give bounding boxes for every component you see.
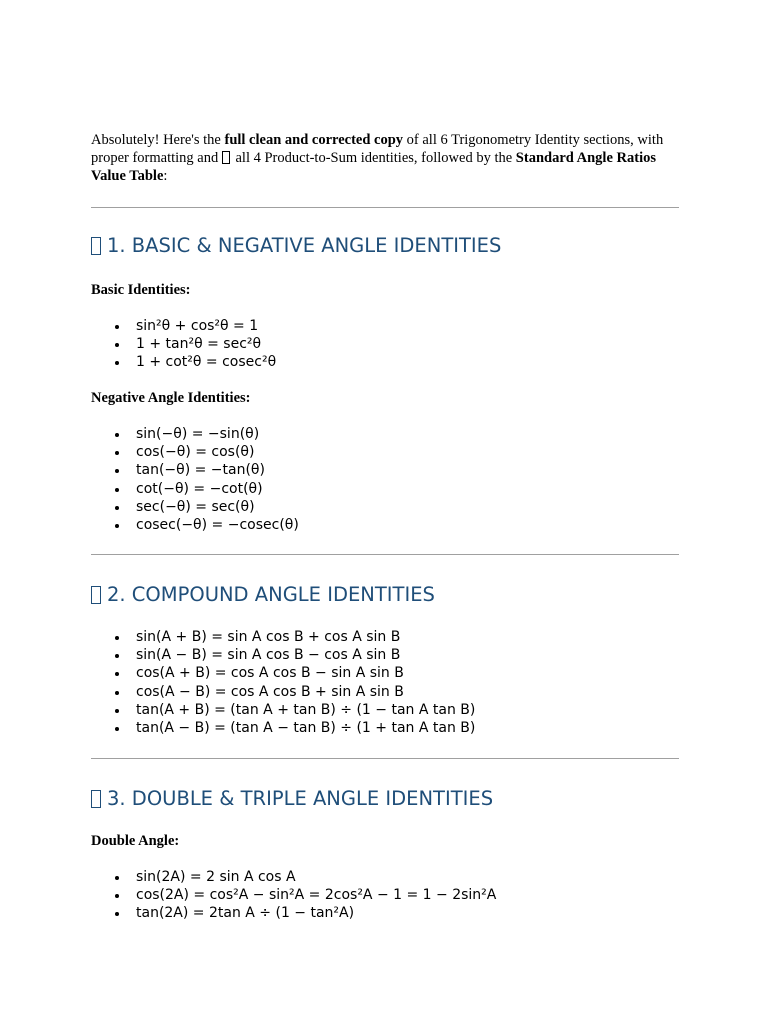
section-1-heading: [91, 234, 501, 258]
intro-paragraph: [91, 131, 679, 185]
list-item: cosec(−θ) = −cosec(θ): [91, 516, 299, 534]
list-item: 1 + tan²θ = sec²θ: [91, 335, 276, 353]
section-marker-icon: [91, 790, 101, 808]
list-item: cos(−θ) = cos(θ): [91, 443, 299, 461]
list-item: sin(2A) = 2 sin A cos A: [91, 868, 496, 886]
list-item: tan(A − B) = (tan A − tan B) ÷ (1 + tan A tan B): [91, 719, 475, 737]
intro-bold-copy: full clean and corrected copy: [224, 132, 404, 148]
divider: [91, 758, 679, 759]
divider: [91, 207, 679, 208]
section-marker-icon: [91, 237, 101, 255]
list-item: sin(A + B) = sin A cos B + cos A sin B: [91, 628, 475, 646]
list-item: tan(−θ) = −tan(θ): [91, 461, 299, 479]
section-2-heading: [91, 583, 435, 607]
intro-text: Absolutely! Here's the: [91, 132, 225, 148]
list-item: sin(A − B) = sin A cos B − cos A sin B: [91, 646, 475, 664]
compound-angle-list: [91, 628, 475, 737]
list-item: cos(2A) = cos²A − sin²A = 2cos²A − 1 = 1 − 2sin²A: [91, 886, 496, 904]
list-item: sin(−θ) = −sin(θ): [91, 425, 299, 443]
list-item: cos(A + B) = cos A cos B − sin A sin B: [91, 664, 475, 682]
list-item: sec(−θ) = sec(θ): [91, 498, 299, 516]
section-title: 1. BASIC & NEGATIVE ANGLE IDENTITIES: [107, 234, 502, 257]
intro-bold-table: Standard Angle Ratios Value Table: [91, 150, 656, 184]
negative-angle-list: [91, 425, 299, 534]
intro-text: of all 6 Trigonometry Identity sections, with proper formatting and: [91, 132, 664, 166]
intro-text: :: [163, 168, 168, 184]
section-marker-icon: [91, 586, 101, 604]
intro-text: all 4 Product-to-Sum identities, followed by the: [231, 150, 516, 166]
double-angle-label: Double Angle:: [91, 833, 180, 849]
list-item: cos(A − B) = cos A cos B + sin A sin B: [91, 683, 475, 701]
divider: [91, 554, 679, 555]
list-item: 1 + cot²θ = cosec²θ: [91, 353, 276, 371]
section-3-heading: [91, 787, 493, 811]
list-item: cot(−θ) = −cot(θ): [91, 480, 299, 498]
negative-angle-label: Negative Angle Identities:: [91, 390, 251, 406]
basic-identities-label: Basic Identities:: [91, 282, 191, 298]
basic-identities-list: [91, 317, 276, 372]
section-title: 2. COMPOUND ANGLE IDENTITIES: [107, 583, 435, 606]
list-item: tan(2A) = 2tan A ÷ (1 − tan²A): [91, 904, 496, 922]
list-item: sin²θ + cos²θ = 1: [91, 317, 276, 335]
check-icon: [222, 151, 230, 164]
section-title: 3. DOUBLE & TRIPLE ANGLE IDENTITIES: [107, 787, 494, 810]
double-angle-list: [91, 868, 496, 923]
list-item: tan(A + B) = (tan A + tan B) ÷ (1 − tan A tan B): [91, 701, 475, 719]
